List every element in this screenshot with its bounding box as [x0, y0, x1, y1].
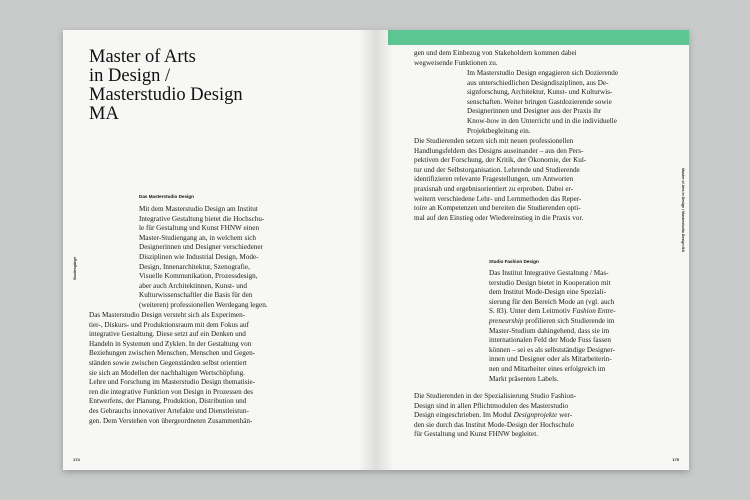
text-line	[414, 421, 576, 431]
page-number: 175	[672, 457, 679, 462]
text-line: tur und der Selbstorganisation. Lehrende und Studierende	[414, 165, 580, 174]
book-spread	[63, 30, 689, 470]
text-line	[489, 288, 616, 298]
text-run: innen und Designer oder als Mitarbeiterin-	[489, 355, 612, 364]
text-line	[489, 355, 616, 365]
text-line	[489, 279, 616, 289]
text-run: Das Institut Integrative Gestaltung / Mas-	[489, 269, 609, 277]
running-section-label: Studiengänge	[73, 256, 77, 280]
text-run: sierung für den Bereich Mode an (vgl. auch	[489, 297, 615, 306]
text-line: wegweisende Funktionen zu.	[414, 58, 498, 67]
section-heading: Das Masterstudio Design	[139, 194, 194, 199]
text-run: Die Studierenden in der Spezialisierung Studio Fashion-	[414, 392, 577, 400]
title-line: in Design /	[89, 66, 171, 86]
text-run: Markt präsenten Labels.	[489, 374, 559, 383]
body-paragraph	[414, 392, 576, 440]
text-line	[489, 317, 616, 327]
text-line	[489, 269, 616, 279]
text-line: Entwerfens, der Planung, Produktion, Distribution und	[89, 397, 247, 406]
text-line: Know-how in den Unterricht und in die individuelle	[467, 116, 617, 125]
text-line: des Gebrauchs innovativer Artefakte und Dienstleistun-	[89, 406, 249, 415]
text-run: Design eingeschrieben. Im Modul	[414, 411, 514, 420]
text-line: gen und dem Einbezug von Stakeholdern kommen dabei	[414, 49, 577, 57]
text-run: internationalen Feld der Mode Fuss fassen	[489, 336, 611, 345]
text-line	[489, 346, 616, 356]
text-line: signforschung, Architektur, Kunst- und Kulturwis-	[467, 88, 613, 97]
text-run: profilieren sich Studierende im	[523, 316, 615, 325]
text-run: wer-	[557, 411, 573, 420]
text-line: gen. Dem Verstehen von übergeordneten Zusammenhän-	[89, 416, 253, 425]
text-line	[489, 365, 616, 375]
text-line: pektiven der Forschung, der Kritik, der Ökonomie, der Kul-	[414, 156, 587, 165]
text-line: senschaften. Weiter bringen Gastdozierende sowie	[467, 97, 612, 106]
gutter-shadow	[358, 30, 376, 470]
text-line: integrative Gestaltung. Diese setzt auf ein Denken und	[89, 330, 246, 339]
text-line	[489, 375, 616, 385]
text-run: terstudio Design bietet in Kooperation mit	[489, 278, 611, 287]
section-heading: Studio Fashion Design	[489, 259, 539, 264]
title-line: Masterstudio Design	[89, 85, 243, 105]
text-line: aus unterschiedlichen Designdisziplinen, aus De-	[467, 78, 609, 87]
text-line: le für Gestaltung und Kunst FHNW einen	[139, 224, 260, 233]
text-run: Master-Studium dahingehend, dass sie im	[489, 326, 610, 335]
italic-term: preneurship	[489, 316, 524, 325]
left-page	[63, 30, 376, 470]
page-title	[89, 48, 349, 124]
text-line: Kulturwissenschaftler die Basis für den	[139, 291, 253, 300]
body-paragraph	[414, 137, 586, 223]
text-run: Design sind in allen Pflichtmodulen des Masterstudio	[414, 401, 569, 410]
text-line: aber auch Architektinnen, Kunst- und	[139, 281, 247, 290]
body-column	[489, 269, 616, 384]
text-line: mal auf den Einstieg oder Wiedereinstieg in die Praxis vor.	[414, 213, 584, 222]
text-line: Master-Studiengang an, in welchem sich	[139, 233, 257, 242]
text-line: sie sich an Modellen der nachhaltigen Wertschöpfung.	[89, 368, 245, 377]
text-line: Handeln in Systemen und Zyklen. In der Gestaltung von	[89, 339, 252, 348]
text-run: dem Institut Mode-Design eine Speziali-	[489, 288, 606, 297]
body-paragraph	[89, 311, 255, 426]
text-line: Handlungsfeldern des Designs auseinander – aus den Pers-	[414, 146, 584, 155]
text-line: Mit dem Masterstudio Design am Institut	[139, 205, 258, 213]
text-line: Das Masterstudio Design versteht sich als Experimen-	[89, 311, 246, 319]
text-line: Designerinnen und Designer verschiedener	[139, 243, 263, 252]
italic-term: Designprojekte	[513, 411, 558, 420]
text-line: Projektbegleitung ein.	[467, 126, 531, 135]
text-line: Designerinnen und Designer aus der Praxis ihr	[467, 107, 602, 116]
title-line: MA	[89, 104, 119, 124]
text-line: tier-, Diskurs- und Produktionsraum mit dem Fokus auf	[89, 320, 249, 329]
text-line: toire an Kompetenzen und bereiten die Studierenden opti-	[414, 204, 581, 213]
italic-term: Fashion Entre-	[572, 307, 616, 316]
text-line: Visuelle Kommunikation, Prozessdesign,	[139, 272, 258, 281]
title-line: Master of Arts	[89, 47, 196, 67]
body-paragraph	[414, 49, 577, 68]
text-line: Im Masterstudio Design engagieren sich Dozierende	[467, 69, 619, 77]
text-line	[414, 392, 576, 402]
right-page	[376, 30, 689, 470]
text-line: praxisnah und ergebnisorientiert zu erproben. Dabei er-	[414, 184, 574, 193]
text-line: Beziehungen zwischen Menschen, Menschen und Gegen-	[89, 349, 256, 358]
text-line	[489, 336, 616, 346]
text-line: (weiteren) professionellen Werdegang legen.	[139, 300, 268, 309]
gutter-shadow	[376, 30, 394, 470]
indented-paragraph	[467, 69, 618, 136]
text-line: ständen sowie zwischen Gegenständen selbst orientiert	[89, 358, 247, 367]
text-line	[489, 298, 616, 308]
text-line: Design, Innenarchitektur, Szenografie,	[139, 262, 250, 271]
text-line	[414, 430, 576, 440]
text-line: Die Studierenden setzen sich mit neuen professionellen	[414, 137, 574, 145]
text-run: den sie durch das Institut Mode-Design der Hochschule	[414, 420, 574, 429]
text-line	[414, 402, 576, 412]
text-run: S. 83). Unter dem Leitmotiv	[489, 307, 573, 316]
accent-bar	[388, 30, 689, 45]
text-line: Integrative Gestaltung bietet die Hochschu-	[139, 214, 265, 223]
text-line: Disziplinen wie Industrial Design, Mode-	[139, 252, 259, 261]
text-run: nen und Mitarbeiter eines erfolgreich im	[489, 364, 606, 373]
text-line: weitern verschiedene Lehr- und Lernmethoden das Reper-	[414, 194, 582, 203]
text-run: für Gestaltung und Kunst FHNW begleitet.	[414, 430, 539, 439]
body-column	[139, 205, 268, 311]
text-line: identifizieren relevante Fragestellungen, um Antworten	[414, 175, 574, 184]
text-run: können – sei es als selbstständige Designer-	[489, 345, 616, 354]
running-title-label: Master of Arts in Design / Masterstudio Design MA	[681, 168, 685, 252]
text-line	[489, 327, 616, 337]
text-line: Lehre und Forschung im Masterstudio Design thematisie-	[89, 378, 256, 387]
page-number: 174	[73, 457, 80, 462]
text-line: ren die integrative Funktion von Design in Prozessen des	[89, 387, 254, 396]
text-line	[489, 307, 616, 317]
text-line	[414, 411, 576, 421]
